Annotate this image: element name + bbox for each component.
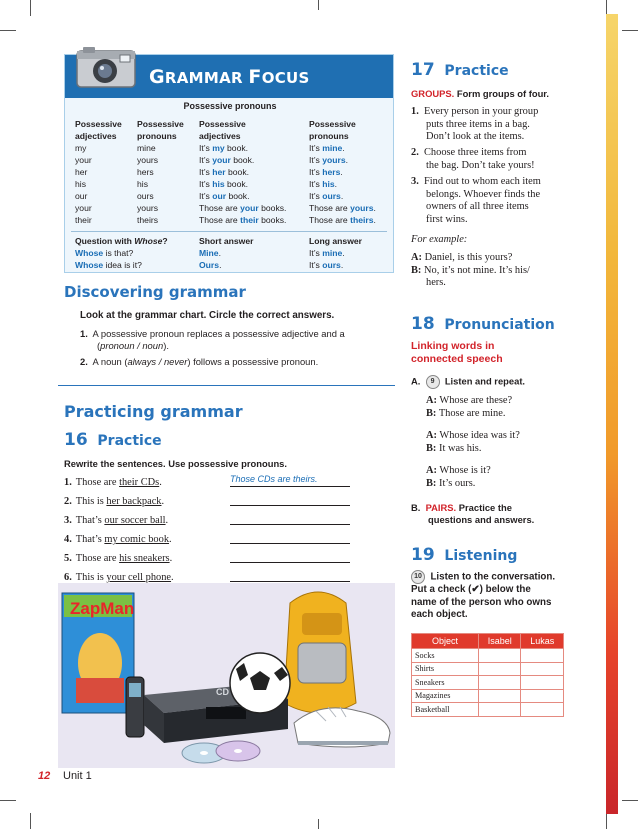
object-cell: Magazines — [412, 689, 479, 703]
discovering-item-1: 1. A possessive pronoun replaces a possessive adjective and a (pronoun / noun). — [80, 328, 345, 351]
grammar-focus-title: GRAMMAR FOCUS — [149, 66, 310, 88]
divider — [71, 231, 387, 232]
table-cell: hers — [137, 167, 154, 177]
grammar-focus-subtitle: Possessive pronouns — [183, 101, 277, 111]
check-cell[interactable] — [521, 676, 564, 690]
column-header: pronouns — [137, 131, 177, 141]
table-cell: It’s his book. — [199, 179, 249, 189]
table-cell: It’s her book. — [199, 167, 250, 177]
table-header: Lukas — [521, 634, 564, 649]
sneakers-image — [294, 707, 390, 747]
short-answer-column — [199, 235, 253, 271]
table-cell: It’s mine. — [309, 143, 345, 153]
table-cell: Whose is that? — [75, 248, 134, 258]
pronunciation-pair-2: A: Whose idea was it? B: It was his. — [426, 430, 520, 454]
crop-mark — [622, 800, 638, 801]
listening-table — [411, 633, 564, 717]
practicing-grammar-heading: Practicing grammar — [64, 402, 243, 421]
exercise-item: 1. Those are their CDs. — [64, 477, 162, 488]
object-cell: Socks — [412, 649, 479, 663]
check-cell[interactable] — [521, 689, 564, 703]
decorative-color-strip — [606, 14, 618, 814]
table-cell: ours — [137, 191, 154, 201]
soccer-ball-image — [230, 653, 290, 713]
crop-mark — [318, 819, 319, 829]
table-row — [412, 649, 564, 663]
exercise-17-heading: 17 Practice — [411, 60, 509, 80]
discovering-grammar-heading: Discovering grammar — [64, 283, 246, 301]
exercise-16-heading: 16 Practice — [64, 430, 162, 450]
unit-label: Unit 1 — [63, 770, 92, 782]
table-cell: It’s ours. — [309, 260, 344, 270]
table-cell: their — [75, 215, 92, 225]
table-cell: her — [75, 167, 88, 177]
crop-mark — [30, 0, 31, 16]
exercise-17-step-3: 3. Find out to whom each item belongs. Whoever finds the owners of all three items first wins. — [411, 176, 541, 225]
table-cell: It’s your book. — [199, 155, 255, 165]
crop-mark — [0, 30, 16, 31]
answer-line[interactable] — [230, 486, 350, 487]
grammar-focus-box — [64, 54, 394, 273]
exercise-18-heading: 18 Pronunciation — [411, 314, 555, 334]
exercise-19-heading: 19 Listening — [411, 545, 518, 565]
check-cell[interactable] — [479, 703, 521, 717]
audio-track-icon[interactable]: 10 — [411, 570, 425, 584]
table-cell: his — [75, 179, 86, 189]
question-column — [75, 235, 168, 271]
table-row — [412, 676, 564, 690]
table-cell: your — [75, 155, 92, 165]
table-cell: Ours. — [199, 260, 222, 270]
answer-line[interactable] — [230, 581, 350, 582]
table-cell: Those are theirs. — [309, 215, 376, 225]
items-illustration — [58, 583, 395, 768]
listening-instruction: 10 Listen to the conversation. Put a check (✔) below the name of the person who owns each object. — [411, 571, 556, 621]
answer-line[interactable] — [230, 562, 350, 563]
table-row — [412, 703, 564, 717]
table-cell: Mine. — [199, 248, 221, 258]
crop-mark — [0, 800, 16, 801]
exercise-item: 4. That’s my comic book. — [64, 534, 172, 545]
adjective-examples-column — [199, 118, 286, 226]
check-cell[interactable] — [479, 662, 521, 676]
table-header: Isabel — [479, 634, 521, 649]
check-cell[interactable] — [521, 662, 564, 676]
pronunciation-pair-3: A: Whose is it? B: It’s ours. — [426, 465, 491, 489]
answer-line[interactable] — [230, 524, 350, 525]
exercise-item: 5. Those are his sneakers. — [64, 553, 173, 564]
table-cell: yours — [137, 155, 159, 165]
table-cell: Whose idea is it? — [75, 260, 142, 270]
table-cell: Those are their books. — [199, 215, 287, 225]
table-row — [412, 662, 564, 676]
check-cell[interactable] — [521, 649, 564, 663]
column-header: Short answer — [199, 236, 254, 246]
column-header: adjectives — [199, 131, 241, 141]
exercise-item: 3. That’s our soccer ball. — [64, 515, 169, 526]
discovering-instruction: Look at the grammar chart. Circle the correct answers. — [80, 310, 335, 321]
column-header: pronouns — [309, 131, 349, 141]
table-cell: our — [75, 191, 88, 201]
audio-track-icon[interactable]: 9 — [426, 375, 440, 389]
answer-line[interactable] — [230, 505, 350, 506]
answer-line[interactable] — [230, 543, 350, 544]
exercise-17-instruction: GROUPS. Form groups of four. — [411, 88, 550, 99]
crop-mark — [606, 813, 607, 829]
check-cell[interactable] — [479, 649, 521, 663]
table-cell: It’s mine. — [309, 248, 345, 258]
column-header: Long answer — [309, 236, 363, 246]
table-cell: It’s ours. — [309, 191, 344, 201]
table-cell: my — [75, 143, 87, 153]
pronunciation-part-a: A. 9 Listen and repeat. — [411, 375, 525, 389]
possessive-pronouns-column — [137, 118, 184, 226]
object-cell: Shirts — [412, 662, 479, 676]
comic-book-image — [62, 593, 134, 713]
camera-icon — [75, 43, 139, 91]
long-answer-column — [309, 235, 362, 271]
table-cell: Those are yours. — [309, 203, 376, 213]
crop-mark — [318, 0, 319, 10]
possessive-adjectives-column — [75, 118, 122, 226]
column-header: adjectives — [75, 131, 117, 141]
table-cell: It’s my book. — [199, 143, 249, 153]
exercise-17-step-2: 2. Choose three items from the bag. Don’t take yours! — [411, 147, 535, 171]
object-cell: Basketball — [412, 703, 479, 717]
exercise-16-instruction: Rewrite the sentences. Use possessive pronouns. — [64, 458, 287, 469]
exercise-item: 6. This is your cell phone. — [64, 572, 174, 583]
section-divider — [58, 385, 395, 386]
table-cell: Those are your books. — [199, 203, 287, 213]
table-cell: theirs — [137, 215, 159, 225]
object-cell: Sneakers — [412, 676, 479, 690]
table-header: Object — [412, 634, 479, 649]
pronunciation-subtitle: Linking words in connected speech — [411, 340, 503, 365]
check-cell[interactable] — [479, 676, 521, 690]
cell-phone-image — [126, 677, 144, 737]
column-header: Possessive — [137, 119, 184, 129]
table-cell: It’s yours. — [309, 155, 349, 165]
exercise-item: 2. This is her backpack. — [64, 496, 165, 507]
crop-mark — [622, 30, 638, 31]
example-answer: Those CDs are theirs. — [230, 474, 318, 484]
pronunciation-pair-1: A: Whose are these? B: Those are mine. — [426, 395, 513, 419]
check-cell[interactable] — [521, 703, 564, 717]
column-header: Possessive — [309, 119, 356, 129]
column-header: Question with Whose? — [75, 236, 168, 246]
table-cell: your — [75, 203, 92, 213]
table-cell: It’s his. — [309, 179, 338, 189]
table-cell: It’s hers. — [309, 167, 343, 177]
comic-title: ZapMan — [70, 599, 135, 618]
check-cell[interactable] — [479, 689, 521, 703]
discovering-item-2: 2. A noun (always / never) follows a possessive pronoun. — [80, 356, 319, 367]
table-cell: yours — [137, 203, 159, 213]
for-example-label: For example: — [411, 234, 468, 245]
table-cell: his — [137, 179, 148, 189]
example-dialog: A: Daniel, is this yours? B: No, it’s not mine. It’s his/ hers. — [411, 252, 530, 288]
illustration-art — [58, 583, 395, 768]
table-cell: It’s our book. — [199, 191, 250, 201]
cd-player-label: CD — [216, 687, 229, 697]
exercise-17-step-1: 1. Every person in your group puts three items in a bag. Don’t look at the items. — [411, 106, 539, 142]
pronunciation-part-b: B. PAIRS. Practice the questions and answers. — [411, 502, 535, 525]
backpack-image — [284, 592, 356, 713]
pronoun-examples-column — [309, 118, 376, 226]
table-header-row — [412, 634, 564, 649]
table-row — [412, 689, 564, 703]
table-cell: mine — [137, 143, 156, 153]
page-number: 12 — [38, 770, 51, 782]
cds-image — [182, 741, 260, 763]
column-header: Possessive — [75, 119, 122, 129]
column-header: Possessive — [199, 119, 246, 129]
crop-mark — [30, 813, 31, 829]
